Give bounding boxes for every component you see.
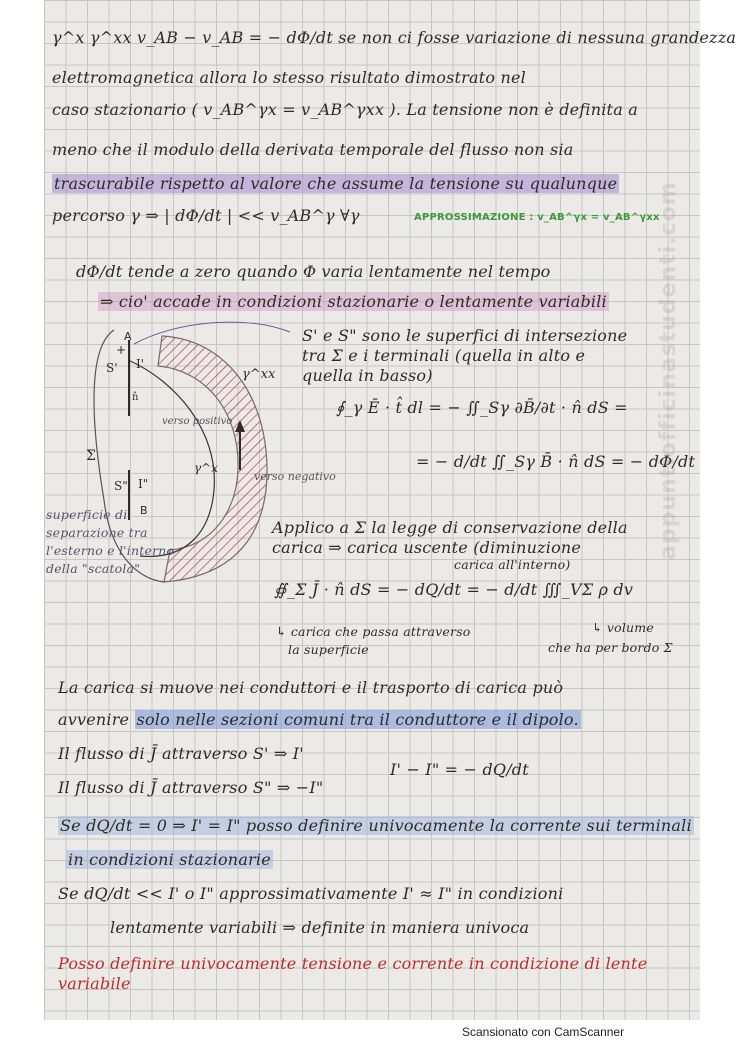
text-line-23 — [66, 850, 273, 869]
text-line-25: lentamente variabili ⇒ definite in maniera univoca — [110, 918, 530, 937]
text-line-10: tra Σ e i terminali (quella in alto e — [302, 346, 586, 365]
text-line-19 — [58, 710, 581, 729]
text-line-17d: che ha per bordo Σ — [548, 640, 673, 655]
text-line-2: elettromagnetica allora lo stesso risultato dimostrato nel — [52, 68, 526, 87]
text-line-13: = − d/dt ∬_Sγ B̄ · n̂ dS = − dΦ/dt — [416, 452, 696, 471]
text-avvenire: avvenire — [58, 710, 130, 729]
highlight-trascurabile: trascurabile rispetto al valore che assume la tensione su qualunque — [54, 174, 618, 193]
text-line-12: ∮_γ Ē · t̂ dl = − ∬_Sγ ∂B̄/∂t · n̂ dS = — [336, 398, 628, 417]
label-sigma: Σ — [86, 448, 96, 464]
text-line-17b: la superficie — [288, 642, 369, 657]
text-line-14: Applico a Σ la legge di conservazione della — [272, 518, 628, 537]
text-line-21: Il flusso di J̄ attraverso S" ⇒ −I" — [58, 778, 324, 797]
label-i2: I" — [138, 477, 149, 491]
text-line-8 — [98, 292, 609, 311]
text-line-27: variabile — [58, 974, 131, 993]
text-line-11: quella in basso) — [302, 366, 433, 385]
text-line-1: γ^x γ^xx v_AB − v_AB = − dΦ/dt se non ci fosse variazione di nessuna grandezza — [52, 28, 737, 47]
surface-caption: superficie di separazione tra l'esterno e l'interno della "scatola" — [46, 507, 175, 576]
label-s1: S' — [106, 361, 118, 375]
label-s2: S" — [114, 479, 128, 493]
label-a: A — [124, 330, 132, 343]
text-line-24: Se dQ/dt << I' o I" approssimativamente I' ≈ I" in condizioni — [58, 884, 564, 903]
label-i1: I' — [136, 357, 145, 371]
text-line-17: ↳ carica che passa attraverso — [276, 624, 471, 639]
text-line-20: Il flusso di J̄ attraverso S' ⇒ I' — [58, 744, 304, 763]
highlight-stazionarie: in condizioni stazionarie — [68, 850, 271, 869]
approx-note: APPROSSIMAZIONE : v_AB^γx = v_AB^γxx — [414, 212, 660, 223]
label-verso-negativo: verso negativo — [254, 470, 336, 483]
text-line-15b: carica all'interno) — [454, 557, 571, 572]
text-line-22 — [58, 816, 694, 835]
text-line-18: La carica si muove nei conduttori e il trasporto di carica può — [58, 678, 564, 697]
label-verso-positivo: verso positivo — [162, 416, 233, 427]
text-line-20-right: I' − I" = − dQ/dt — [390, 760, 529, 779]
label-gamma-x: γ^x — [194, 461, 218, 475]
highlight-sezioni: solo nelle sezioni comuni tra il conduttore e il dipolo. — [136, 710, 579, 729]
watermark-text: appuntiofficinastudenti.com — [656, 181, 681, 560]
text-line-4: meno che il modulo della derivata temporale del flusso non sia — [52, 140, 574, 159]
text-line-3: caso stazionario ( v_AB^γx = v_AB^γxx ). La tensione non è definita a — [52, 100, 638, 119]
label-plus: + — [116, 343, 127, 357]
text-line-5 — [52, 174, 619, 193]
text-line-9: S' e S" sono le superfici di intersezione — [302, 326, 628, 345]
highlight-univoca: Se dQ/dt = 0 ⇒ I' = I" posso definire univocamente la corrente sui terminali — [60, 816, 692, 835]
label-n: n̂ — [132, 392, 139, 403]
highlight-condizioni: ⇒ cio' accade in condizioni stazionarie o lentamente variabili — [100, 292, 607, 311]
text-line-15: carica ⇒ carica uscente (diminuzione — [272, 538, 582, 557]
arrow-to-surfaces — [134, 322, 290, 344]
text-line-7: dΦ/dt tende a zero quando Φ varia lentamente nel tempo — [76, 262, 551, 281]
scanner-footer: Scansionato con CamScanner — [462, 1025, 625, 1039]
text-line-6: percorso γ ⇒ | dΦ/dt | << v_AB^γ ∀γ — [52, 206, 360, 225]
label-gamma-xx: γ^xx — [242, 367, 276, 382]
text-line-17c: ↳ volume — [592, 620, 654, 635]
label-b: B — [140, 504, 148, 517]
text-line-16: ∯_Σ J̄ · n̂ dS = − dQ/dt = − d/dt ∭_VΣ ρ dv — [274, 580, 634, 599]
text-line-26: Posso definire univocamente tensione e corrente in condizione di lente — [58, 954, 648, 973]
